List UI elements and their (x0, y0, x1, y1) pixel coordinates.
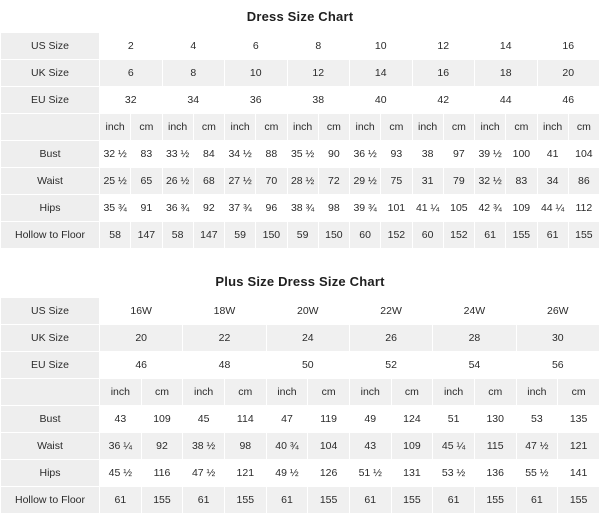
plus-size-chart-block (0, 265, 600, 514)
table-cell: 61 (100, 487, 142, 514)
table-cell: 38 (287, 87, 350, 114)
table-cell: inch (349, 379, 391, 406)
table-row (1, 379, 600, 406)
table-cell: 61 (266, 487, 308, 514)
table-cell: 61 (475, 222, 506, 249)
table-row (1, 352, 600, 379)
table-cell: 32 (100, 87, 163, 114)
table-cell: 32 ½ (475, 168, 506, 195)
table-cell: 39 ¾ (350, 195, 381, 222)
table-cell: cm (224, 379, 266, 406)
table-cell: 34 (537, 168, 568, 195)
table-cell: 12 (287, 60, 350, 87)
table-cell: 47 ½ (183, 460, 225, 487)
table-cell: 119 (308, 406, 350, 433)
table-cell: 16 (537, 33, 600, 60)
table-row (1, 433, 600, 460)
table-cell: 41 ¼ (412, 195, 443, 222)
table-cell: 68 (193, 168, 224, 195)
table-cell: 109 (506, 195, 537, 222)
row-label: UK Size (1, 60, 100, 87)
table-cell: 52 (349, 352, 432, 379)
table-cell: inch (162, 114, 193, 141)
table-cell: 44 ¼ (537, 195, 568, 222)
table-cell: 39 ½ (475, 141, 506, 168)
table-cell: 51 (433, 406, 475, 433)
table-cell: 98 (224, 433, 266, 460)
dress-size-chart-block (0, 0, 600, 249)
table-cell: 27 ½ (225, 168, 256, 195)
table-cell: 43 (100, 406, 142, 433)
table-cell: 51 ½ (349, 460, 391, 487)
table-cell: 42 (412, 87, 475, 114)
row-label: EU Size (1, 352, 100, 379)
row-label: Bust (1, 141, 100, 168)
table-cell: 121 (558, 433, 600, 460)
table-cell: 92 (193, 195, 224, 222)
table-cell: 83 (506, 168, 537, 195)
table-cell: 16 (412, 60, 475, 87)
table-cell: 116 (141, 460, 183, 487)
table-cell: 59 (225, 222, 256, 249)
table-cell: 22 (183, 325, 266, 352)
table-cell: 61 (349, 487, 391, 514)
row-label: Hips (1, 195, 100, 222)
table-cell: 96 (256, 195, 287, 222)
table-cell: 90 (318, 141, 349, 168)
table-cell: 49 ½ (266, 460, 308, 487)
table-cell: 36 (225, 87, 288, 114)
table-cell: 55 ½ (516, 460, 558, 487)
table-cell: inch (183, 379, 225, 406)
table-cell: 38 ½ (183, 433, 225, 460)
table-cell: 155 (391, 487, 433, 514)
table-cell: 59 (287, 222, 318, 249)
table-row (1, 33, 600, 60)
table-cell: 35 ½ (287, 141, 318, 168)
table-cell: 56 (516, 352, 599, 379)
table-cell: 24W (433, 298, 516, 325)
table-cell: 20 (100, 325, 183, 352)
table-cell: 112 (568, 195, 599, 222)
table-cell: 8 (287, 33, 350, 60)
table-cell: 48 (183, 352, 266, 379)
table-cell: 31 (412, 168, 443, 195)
table-cell: 104 (568, 141, 599, 168)
table-row (1, 195, 600, 222)
table-cell: 61 (537, 222, 568, 249)
table-cell: 28 (433, 325, 516, 352)
dress-size-chart-table (0, 32, 600, 249)
table-cell: 97 (443, 141, 474, 168)
table-cell: inch (350, 114, 381, 141)
table-cell: 53 ½ (433, 460, 475, 487)
table-cell: 115 (474, 433, 516, 460)
table-cell: cm (443, 114, 474, 141)
table-row (1, 406, 600, 433)
table-cell: 28 ½ (287, 168, 318, 195)
table-cell: 36 ½ (350, 141, 381, 168)
table-cell: 130 (474, 406, 516, 433)
table-cell: 40 ¾ (266, 433, 308, 460)
row-label: EU Size (1, 87, 100, 114)
table-cell: 58 (100, 222, 131, 249)
table-cell: 14 (350, 60, 413, 87)
table-cell: 49 (349, 406, 391, 433)
table-cell: 41 (537, 141, 568, 168)
table-cell: 98 (318, 195, 349, 222)
table-cell: 16W (100, 298, 183, 325)
table-cell: 101 (381, 195, 412, 222)
table-cell: 30 (516, 325, 599, 352)
table-cell: 20 (537, 60, 600, 87)
table-cell: cm (568, 114, 599, 141)
table-cell: 36 ¾ (162, 195, 193, 222)
row-label: Hollow to Floor (1, 487, 100, 514)
table-cell: 84 (193, 141, 224, 168)
table-cell: 150 (256, 222, 287, 249)
table-cell: cm (141, 379, 183, 406)
row-label: UK Size (1, 325, 100, 352)
table-cell: cm (308, 379, 350, 406)
table-cell: inch (266, 379, 308, 406)
table-cell: 60 (350, 222, 381, 249)
table-cell: 61 (183, 487, 225, 514)
table-cell: 109 (141, 406, 183, 433)
row-label: Bust (1, 406, 100, 433)
table-cell: 152 (443, 222, 474, 249)
table-cell: 147 (193, 222, 224, 249)
table-row (1, 114, 600, 141)
table-cell: 155 (308, 487, 350, 514)
table-cell: 8 (162, 60, 225, 87)
table-cell: 61 (433, 487, 475, 514)
table-cell: 34 (162, 87, 225, 114)
table-cell: 88 (256, 141, 287, 168)
table-cell: 29 ½ (350, 168, 381, 195)
table-cell: 155 (568, 222, 599, 249)
table-cell: 121 (224, 460, 266, 487)
chart-divider (0, 249, 600, 265)
table-cell: 150 (318, 222, 349, 249)
table-cell: 24 (266, 325, 349, 352)
table-cell: 45 ½ (100, 460, 142, 487)
table-cell: 14 (475, 33, 538, 60)
row-label: Hips (1, 460, 100, 487)
table-cell: cm (318, 114, 349, 141)
table-cell: 70 (256, 168, 287, 195)
table-row (1, 325, 600, 352)
table-cell: 45 ¼ (433, 433, 475, 460)
table-cell: cm (474, 379, 516, 406)
table-cell: inch (516, 379, 558, 406)
plus-size-chart-title: Plus Size Dress Size Chart (215, 274, 385, 289)
plus-size-chart-table (0, 297, 600, 514)
table-cell: 36 ¼ (100, 433, 142, 460)
table-cell: 136 (474, 460, 516, 487)
table-cell: 114 (224, 406, 266, 433)
table-cell: 26 ½ (162, 168, 193, 195)
table-cell: 141 (558, 460, 600, 487)
row-label: US Size (1, 33, 100, 60)
table-cell: 25 ½ (100, 168, 131, 195)
table-cell: 126 (308, 460, 350, 487)
table-cell: 40 (350, 87, 413, 114)
table-cell: 105 (443, 195, 474, 222)
table-cell: 93 (381, 141, 412, 168)
table-cell: 75 (381, 168, 412, 195)
table-cell: cm (193, 114, 224, 141)
table-cell: 42 ¾ (475, 195, 506, 222)
table-cell: 46 (537, 87, 600, 114)
table-cell: inch (225, 114, 256, 141)
table-cell: 135 (558, 406, 600, 433)
row-label: Waist (1, 168, 100, 195)
table-cell: 104 (308, 433, 350, 460)
table-cell: cm (391, 379, 433, 406)
table-cell: 83 (131, 141, 162, 168)
table-cell: 10 (225, 60, 288, 87)
table-cell: 38 (412, 141, 443, 168)
table-cell: 35 ¾ (100, 195, 131, 222)
dress-size-chart-title: Dress Size Chart (246, 9, 354, 24)
table-cell: 72 (318, 168, 349, 195)
table-cell: cm (131, 114, 162, 141)
table-cell: 155 (474, 487, 516, 514)
table-cell: inch (100, 379, 142, 406)
table-cell: 43 (349, 433, 391, 460)
table-cell: 44 (475, 87, 538, 114)
table-cell: 155 (224, 487, 266, 514)
table-row (1, 487, 600, 514)
row-label: Waist (1, 433, 100, 460)
table-cell: inch (287, 114, 318, 141)
table-cell: inch (475, 114, 506, 141)
table-cell: 50 (266, 352, 349, 379)
table-cell: cm (558, 379, 600, 406)
table-cell: 47 (266, 406, 308, 433)
table-cell: 53 (516, 406, 558, 433)
table-cell: 60 (412, 222, 443, 249)
dress-size-chart-body (1, 33, 600, 249)
table-cell: 6 (225, 33, 288, 60)
table-cell: inch (100, 114, 131, 141)
table-cell: 6 (100, 60, 163, 87)
table-row (1, 222, 600, 249)
table-cell: 34 ½ (225, 141, 256, 168)
row-label: US Size (1, 298, 100, 325)
table-cell: 22W (349, 298, 432, 325)
table-cell: 12 (412, 33, 475, 60)
table-cell: 26W (516, 298, 599, 325)
table-cell: 61 (516, 487, 558, 514)
table-cell: 54 (433, 352, 516, 379)
table-row (1, 168, 600, 195)
table-cell: 46 (100, 352, 183, 379)
table-cell: 155 (141, 487, 183, 514)
table-cell: 18 (475, 60, 538, 87)
table-cell: 47 ½ (516, 433, 558, 460)
table-cell: 10 (350, 33, 413, 60)
table-cell: 45 (183, 406, 225, 433)
table-cell: 65 (131, 168, 162, 195)
table-cell: 92 (141, 433, 183, 460)
table-cell: 86 (568, 168, 599, 195)
table-cell: cm (506, 114, 537, 141)
table-cell: 37 ¾ (225, 195, 256, 222)
row-label: Hollow to Floor (1, 222, 100, 249)
table-cell: 4 (162, 33, 225, 60)
table-cell: 20W (266, 298, 349, 325)
table-cell: inch (537, 114, 568, 141)
table-cell: 33 ½ (162, 141, 193, 168)
table-cell: 152 (381, 222, 412, 249)
table-cell: 155 (506, 222, 537, 249)
plus-size-chart-body (1, 298, 600, 514)
table-cell: 124 (391, 406, 433, 433)
row-label (1, 114, 100, 141)
table-cell: 38 ¾ (287, 195, 318, 222)
table-cell: 147 (131, 222, 162, 249)
row-label (1, 379, 100, 406)
table-cell: cm (381, 114, 412, 141)
table-cell: 26 (349, 325, 432, 352)
table-row (1, 60, 600, 87)
table-cell: 131 (391, 460, 433, 487)
table-cell: 100 (506, 141, 537, 168)
table-cell: inch (433, 379, 475, 406)
table-cell: 58 (162, 222, 193, 249)
table-cell: cm (256, 114, 287, 141)
table-cell: 91 (131, 195, 162, 222)
table-cell: 18W (183, 298, 266, 325)
table-cell: 2 (100, 33, 163, 60)
table-cell: 109 (391, 433, 433, 460)
table-cell: 79 (443, 168, 474, 195)
table-cell: 32 ½ (100, 141, 131, 168)
table-cell: inch (412, 114, 443, 141)
table-cell: 155 (558, 487, 600, 514)
table-row (1, 141, 600, 168)
table-row (1, 460, 600, 487)
table-row (1, 87, 600, 114)
table-row (1, 298, 600, 325)
